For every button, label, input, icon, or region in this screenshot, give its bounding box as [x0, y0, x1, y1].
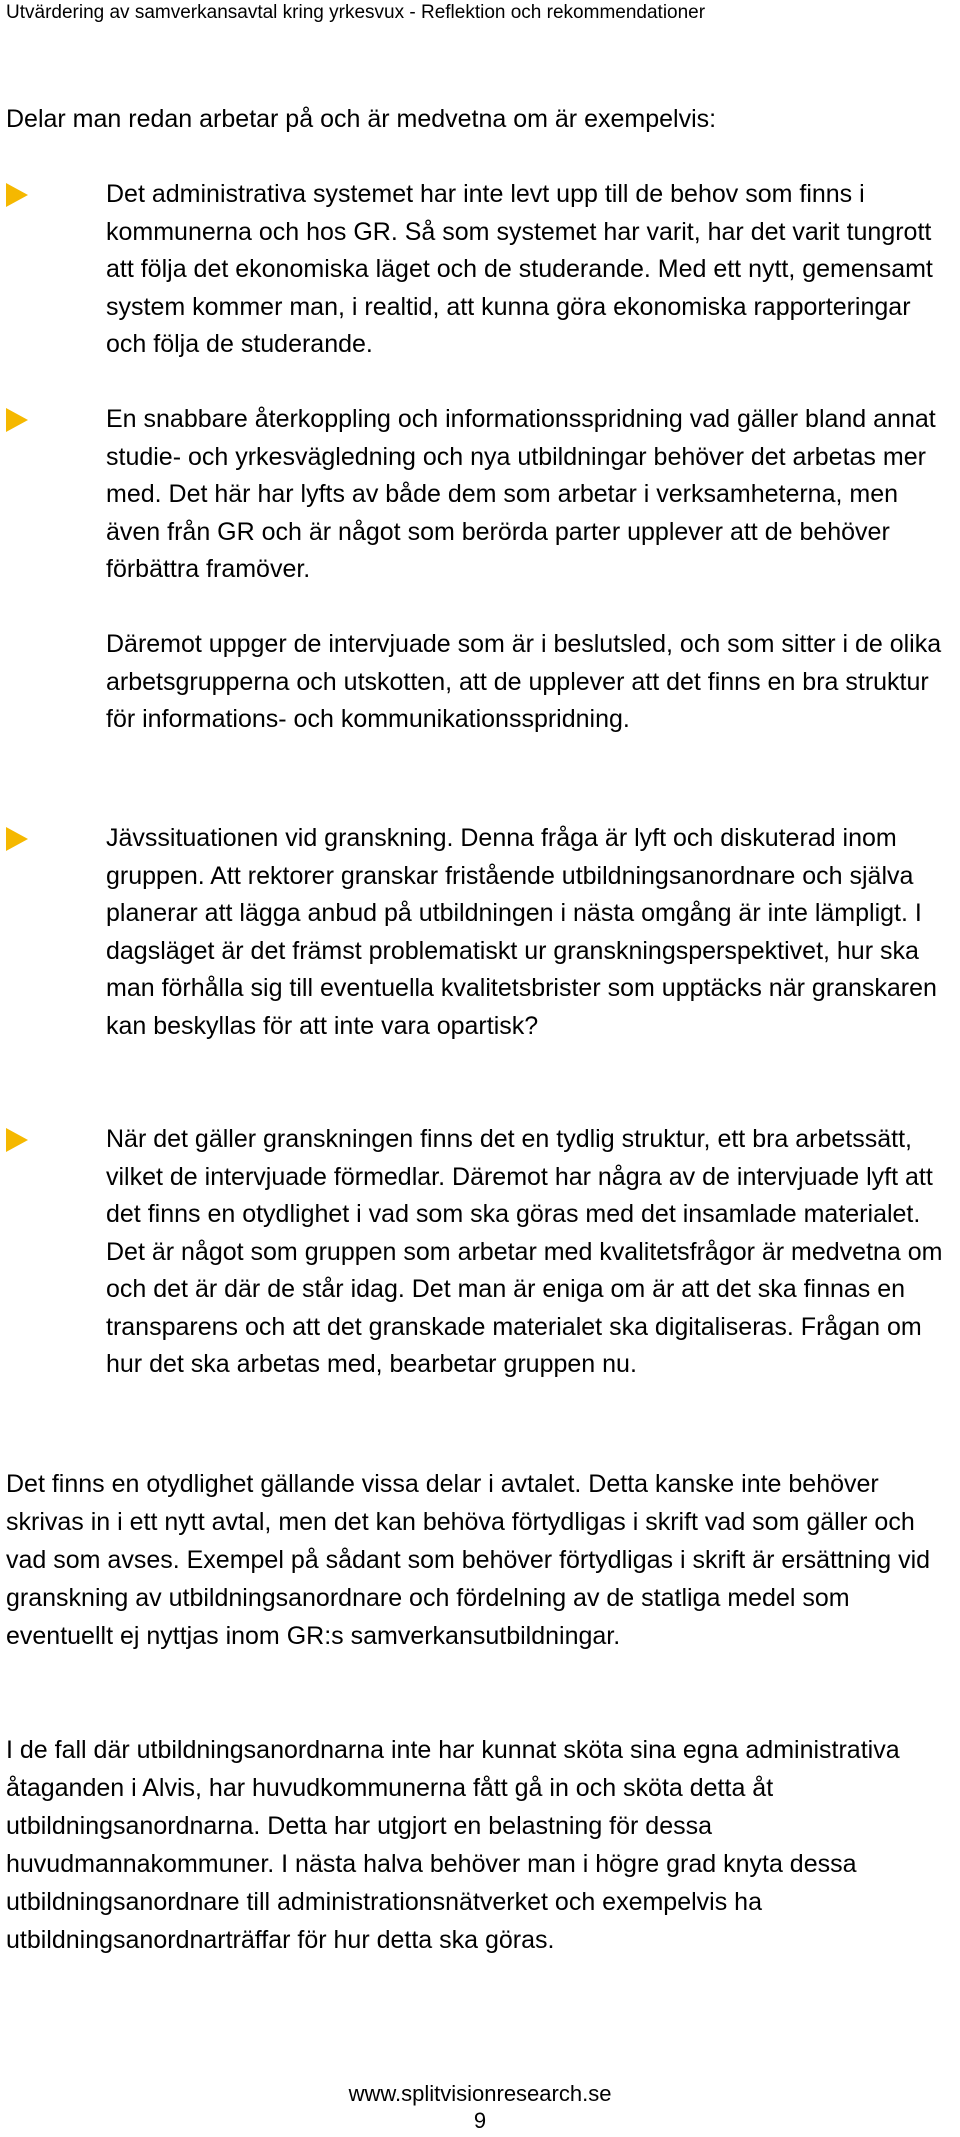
- bullet-item-2: En snabbare återkoppling och informationsspridning vad gäller bland annat studie- och yrkesvägledning och nya utbildningar behöver det arbetas mer med. Det här har lyfts av både dem som arbetar i verksamheterna, men även från GR och är något som berörda parter upplever att de behöver förbättra framöver.: [106, 405, 936, 583]
- intro-paragraph: Delar man redan arbetar på och är medvetna om är exempelvis:: [6, 105, 717, 133]
- bullet-item-4: När det gäller granskningen finns det en tydlig struktur, ett bra arbetssätt, vilket de intervjuade förmedlar. Däremot har några av de intervjuade lyft att det finns en otydlighet i vad som ska göras med det insamlade materialet. Det är något som gruppen som arbetar med kvalitetsfrågor är medvetna om och det är där de står idag. Det man är eniga om är att det ska finnas en transparens och att det granskade materialet ska digitaliseras. Frågan om hur det ska arbetas med, bearbetar gruppen nu.: [106, 1125, 943, 1378]
- body-paragraph-1: Det finns en otydlighet gällande vissa delar i avtalet. Detta kanske inte behöver skrivas in i ett nytt avtal, men det kan behöva förtydligas i skrift vad som gäller och vad som avses. Exempel på sådant som behöver förtydligas i skrift är ersättning vid granskning av utbildningsanordnare och fördelning av de statliga medel som eventuellt ej nyttjas inom GR:s samverkansutbildningar.: [6, 1470, 931, 1650]
- indented-paragraph: Däremot uppger de intervjuade som är i beslutsled, och som sitter i de olika arbetsgrupperna och utskotten, att de upplever att det finns en bra struktur för informations- och kommunikationsspridning.: [106, 630, 942, 733]
- bullet-item-3: Jävssituationen vid granskning. Denna fråga är lyft och diskuterad inom gruppen. Att rektorer granskar fristående utbildningsanordnare och själva planerar att lägga anbud på utbildningen i nästa omgång är inte lämpligt. I dagsläget är det främst problematiskt ur granskningsperspektivet, hur ska man förhålla sig till eventuella kvalitetsbrister som upptäcks när granskaren kan beskyllas för att inte vara opartisk?: [106, 824, 937, 1040]
- page-number: 9: [473, 2108, 487, 2133]
- body-paragraph-2: I de fall där utbildningsanordnarna inte har kunnat sköta sina egna administrativa åtaganden i Alvis, har huvudkommunerna fått gå in och sköta detta åt utbildningsanordnarna. Detta har utgjort en belastning för dessa huvudmannakommuner. I nästa halva behöver man i högre grad knyta dessa utbildningsanordnare till administrationsnätverket och exempelvis ha utbildningsanordnarträffar för hur detta ska göras.: [6, 1736, 900, 1954]
- footer-website: www.splitvisionresearch.se: [348, 2081, 612, 2106]
- bullet-item-1: Det administrativa systemet har inte levt upp till de behov som finns i kommunerna och hos GR. Så som systemet har varit, har det varit tungrott att följa det ekonomiska läget och de studerande. Med ett nytt, gemensamt system kommer man, i realtid, att kunna göra ekonomiska rapporteringar och följa de studerande.: [106, 180, 933, 358]
- bullet-triangle-icon: [6, 1128, 28, 1152]
- bullet-triangle-icon: [6, 827, 28, 851]
- bullet-triangle-icon: [6, 408, 28, 432]
- running-header: Utvärdering av samverkansavtal kring yrkesvux - Reflektion och rekommendationer: [6, 2, 706, 23]
- bullet-triangle-icon: [6, 183, 28, 207]
